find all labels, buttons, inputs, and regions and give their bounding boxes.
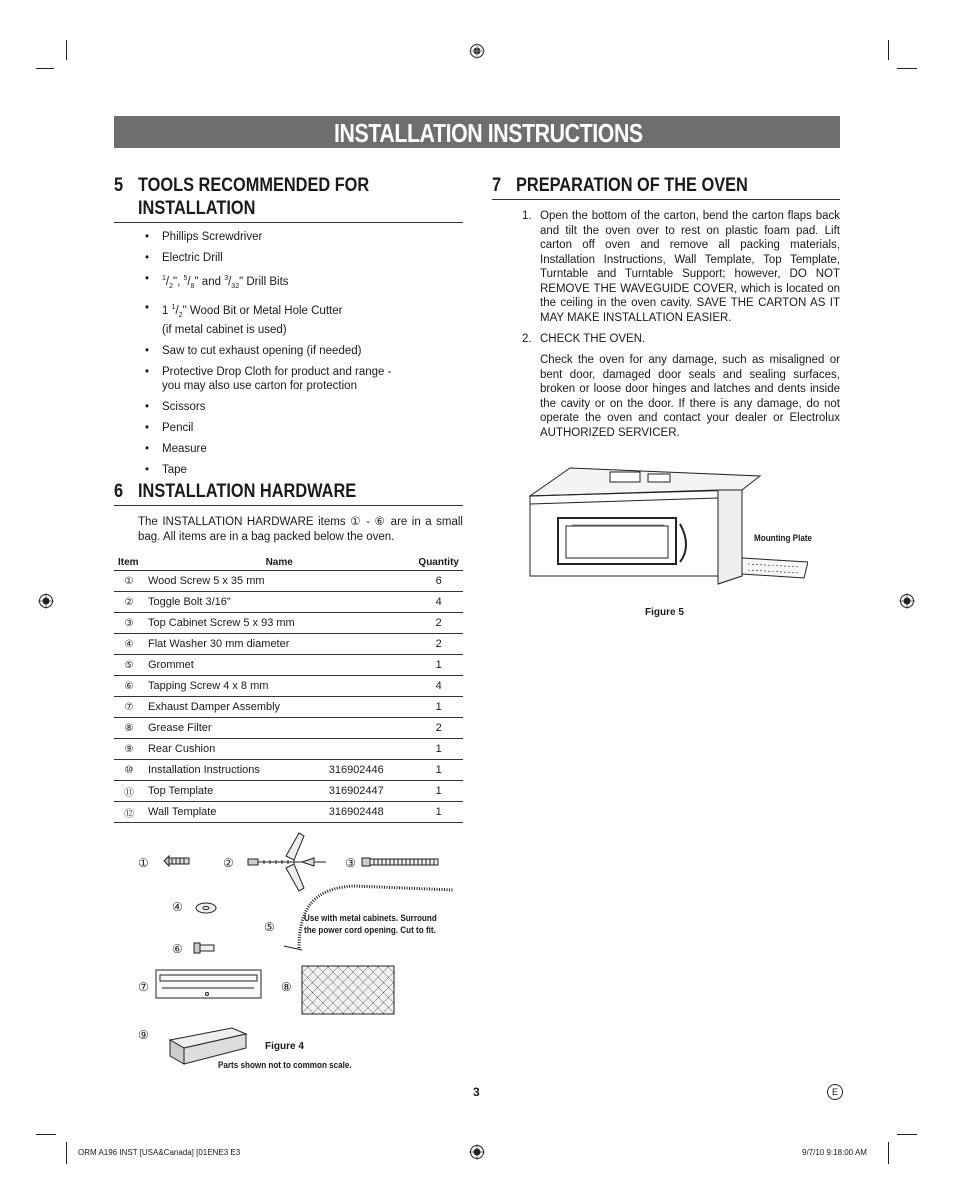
cell-item: ② [114,592,144,613]
figure-4-caption: Figure 4 [265,1041,304,1052]
figure-marker: ⑨ [138,1028,149,1042]
grommet-note-line1: Use with metal cabinets. Surround [304,913,437,923]
hardware-intro: The INSTALLATION HARDWARE items ① - ⑥ are in a small bag. All items are in a bag packed below the oven. [138,516,463,543]
column-header-item: Item [114,554,144,571]
list-item: • Electric Drill [145,251,465,265]
cell-part-number [325,592,415,613]
figure-marker: ④ [172,900,183,914]
page-number: 3 [473,1085,480,1099]
cell-item: ⑪ [114,781,144,802]
wood-bit-note: (if metal cabinet is used) [162,324,287,337]
cell-part-number [325,739,415,760]
cell-quantity: 1 [414,760,463,781]
cell-part-number [325,571,415,592]
figure-marker: ② [223,856,234,870]
document-id: ORM A196 INST [USA&Canada] [01ENE3 E3 [78,1148,241,1157]
figure-5-oven-illustration [528,466,808,596]
cell-quantity: 6 [414,571,463,592]
cell-name: Rear Cushion [144,739,325,760]
table-row [114,802,463,823]
cell-quantity: 4 [414,676,463,697]
cell-name: Installation Instructions [144,760,325,781]
figure-marker: ⑥ [172,942,183,956]
cell-part-number: 316902447 [325,781,415,802]
registration-mark-icon [38,593,54,609]
cell-name: Tapping Screw 4 x 8 mm [144,676,325,697]
cell-name: Exhaust Damper Assembly [144,697,325,718]
list-item: • Tape [145,463,465,477]
section-divider [114,505,463,506]
figure-marker: ⑧ [281,980,292,994]
list-item: • Measure [145,442,465,456]
crop-mark [66,40,67,60]
section-6-number: 6 [114,481,124,502]
list-item: • $^1/_2$", $^5/_8$" and $^3/_{32}$" Drill Bits [145,272,465,294]
cell-name: Flat Washer 30 mm diameter [144,634,325,655]
step-1-text: Open the bottom of the carton, bend the carton flaps back and tilt the oven over to rest on plastic foam pad. Lift carton off oven and remove all packing materials, Installation Instructions, Wall Template, Top Template, Turntable and Turntable Support; however, DO NOT REMOVE THE WAVEGUIDE COVER, which is located on the ceiling in the oven cavity. SAVE THE CARTON AS IT MAY MAKE INSTALLATION EASIER. [540,210,840,324]
table-row [114,718,463,739]
table-row [114,739,463,760]
table-row [114,781,463,802]
hardware-table [114,554,463,823]
section-5-title-line2: INSTALLATION [138,198,256,219]
cell-name: Grommet [144,655,325,676]
table-row [114,760,463,781]
cell-part-number [325,718,415,739]
crop-mark [66,1142,67,1164]
crop-mark [897,68,917,69]
cell-quantity: 1 [414,781,463,802]
page-title: INSTALLATION INSTRUCTIONS [334,118,643,148]
crop-mark [36,1134,56,1135]
cell-item: ③ [114,613,144,634]
cell-item: ⑫ [114,802,144,823]
drop-cloth-text: Protective Drop Cloth for product and range - [162,366,392,379]
cell-name: Top Template [144,781,325,802]
cell-item: ⑧ [114,718,144,739]
cell-quantity: 4 [414,592,463,613]
cell-quantity: 1 [414,802,463,823]
table-row [114,634,463,655]
grommet-note-line2: the power cord opening. Cut to fit. [304,925,436,935]
drop-cloth-note: you may also use carton for protection [162,380,357,393]
cell-item: ⑤ [114,655,144,676]
crop-mark [888,40,889,60]
cell-part-number: 316902448 [325,802,415,823]
mounting-plate-label: Mounting Plate [754,533,813,543]
table-row [114,613,463,634]
scale-note: Parts shown not to common scale. [218,1060,352,1070]
section-6-title: INSTALLATION HARDWARE [138,481,357,502]
section-divider [114,222,463,223]
list-item: • Pencil [145,421,465,435]
list-item: • Saw to cut exhaust opening (if needed) [145,344,465,358]
section-7-title: PREPARATION OF THE OVEN [516,175,748,196]
section-5-number: 5 [114,175,124,196]
cell-part-number: 316902446 [325,760,415,781]
cell-name: Top Cabinet Screw 5 x 93 mm [144,613,325,634]
table-row [114,571,463,592]
cell-part-number [325,676,415,697]
drill-bits-text: " Drill Bits [239,275,289,288]
cell-name: Grease Filter [144,718,325,739]
figure-marker: ③ [345,856,356,870]
crop-mark [36,68,54,69]
cell-item: ① [114,571,144,592]
cell-part-number [325,634,415,655]
figure-5-caption: Figure 5 [645,607,684,618]
registration-mark-icon [469,43,485,59]
cell-quantity: 2 [414,634,463,655]
grommet-note [304,912,437,936]
title-banner [114,116,840,148]
section-5-title [138,174,369,220]
list-item: • Scissors [145,400,465,414]
column-header-quantity: Quantity [414,554,463,571]
section-7-number: 7 [492,175,502,196]
cell-name: Wood Screw 5 x 35 mm [144,571,325,592]
crop-mark [897,1134,917,1135]
table-row [114,676,463,697]
crop-mark [888,1142,889,1164]
registration-mark-icon [899,593,915,609]
step-2-text: Check the oven for any damage, such as misaligned or bent door, damaged door seals and sealing surfaces, broken or loose door hinges and latches and dents inside the cavity or on the door. If there is any damage, do not operate the oven and contact your dealer or Electrolux AUTHORIZED SERVICER. [540,354,840,439]
step-2-title: CHECK THE OVEN. [540,333,646,345]
cell-quantity: 2 [414,718,463,739]
cell-item: ④ [114,634,144,655]
cell-item: ⑥ [114,676,144,697]
cell-quantity: 1 [414,655,463,676]
list-item: • Phillips Screwdriver [145,230,465,244]
cell-item: ⑨ [114,739,144,760]
cell-quantity: 2 [414,613,463,634]
table-row [114,697,463,718]
cell-item: ⑦ [114,697,144,718]
cell-part-number [325,655,415,676]
wood-bit-text: " Wood Bit or Metal Hole Cutter [182,304,343,317]
section-divider [492,199,840,200]
cell-part-number [325,697,415,718]
list-item: • 1 $^1/_2$" Wood Bit or Metal Hole Cutter (if metal cabinet is used) [145,301,465,337]
figure-marker: ⑦ [138,980,149,994]
cell-name: Wall Template [144,802,325,823]
cell-name: Toggle Bolt 3/16" [144,592,325,613]
cell-part-number [325,613,415,634]
figure-marker: ① [138,856,149,870]
step-1-number: 1. [522,210,532,222]
print-timestamp: 9/7/10 9:18:00 AM [802,1148,867,1157]
step-2-number: 2. [522,333,532,345]
section-5-title-line1: TOOLS RECOMMENDED FOR [138,175,370,196]
table-header-row [114,554,463,571]
cell-item: ⑩ [114,760,144,781]
registration-mark-icon [469,1144,485,1160]
cell-quantity: 1 [414,697,463,718]
table-row [114,592,463,613]
tools-list [145,230,465,484]
column-header-name: Name [144,554,414,571]
list-item [145,365,465,393]
table-row [114,655,463,676]
cell-quantity: 1 [414,739,463,760]
language-mark: E [827,1084,843,1100]
figure-marker: ⑤ [264,920,275,934]
